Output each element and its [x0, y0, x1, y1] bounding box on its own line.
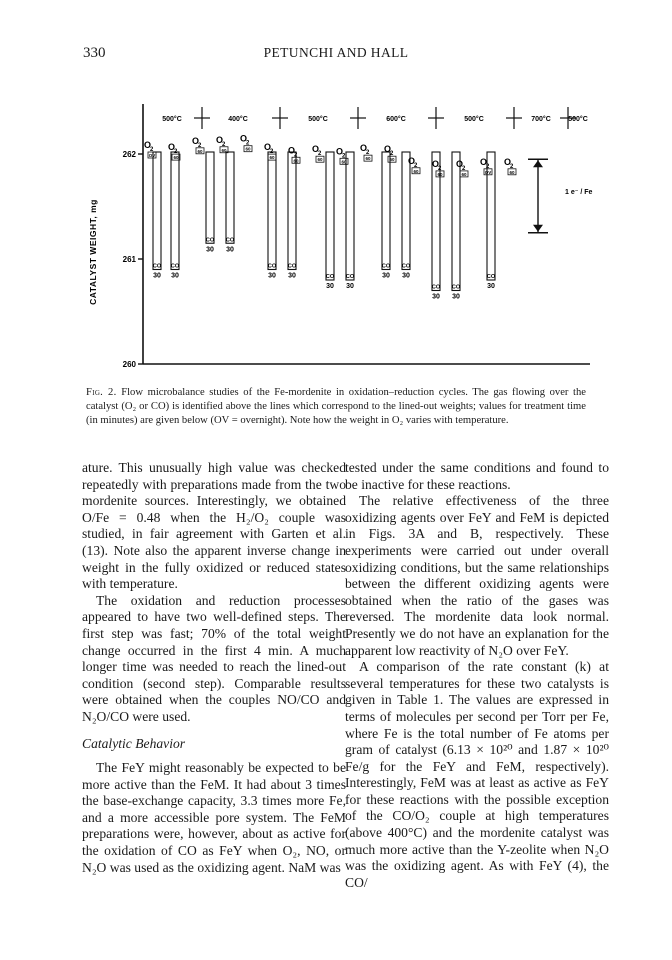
time-label: 60 — [269, 155, 275, 161]
temperature-label: 700°C — [531, 116, 551, 123]
reduction-bar — [268, 152, 276, 270]
y-tick-label: 260 — [122, 360, 136, 369]
o2-label-sub: 2 — [342, 153, 346, 160]
co-label: CO — [451, 284, 461, 291]
time-label: 60 — [389, 157, 395, 163]
o2-label: O — [480, 156, 488, 167]
time-label: 30 — [346, 283, 354, 290]
column-right — [345, 460, 609, 891]
time-label: 30 — [326, 283, 334, 290]
y-axis-title: CATALYST WEIGHT, mg — [88, 199, 98, 305]
running-title: PETUNCHI AND HALL — [263, 45, 409, 60]
paragraph: The relative effectiveness of the three oxidizing agents over FeY and FeM is depicted in Figs. 3A and B, respectively. These experiments were carried out under overall oxidizing conditions, but the same relationships between the different oxidizing agents were obtained when the ratio of the gases was reversed. The mordenite data look normal. Presently we do not have an explanation for the apparent low reactivity of N₂O over FeY. — [345, 493, 609, 658]
o2-label-sub: 2 — [174, 149, 178, 156]
o2-label: O — [408, 155, 416, 166]
time-label: 60 — [437, 171, 443, 177]
paragraph: The oxidation and reduction processes appeared to have two well-defined steps. The first step was fast; 70% of the total weight change occurred in the first 4 min. A much longer time was needed to reach the lined-out condition (second step). Comparable results were obtained when the couples NO/CO and N₂O/CO were used. — [82, 592, 346, 724]
time-label: 60 — [197, 148, 203, 154]
o2-label: O — [216, 134, 224, 145]
o2-label-sub: 2 — [366, 150, 370, 157]
o2-label-sub: 2 — [510, 163, 514, 170]
time-label: 60 — [341, 159, 347, 165]
o2-label-sub: 2 — [486, 163, 490, 170]
co-label: CO — [152, 263, 162, 270]
o2-label: O — [360, 143, 368, 154]
y-tick-label: 262 — [122, 150, 136, 159]
time-label: 60 — [365, 156, 371, 162]
temperature-label: 500°C — [162, 116, 182, 123]
paragraph: The FeY might reasonably be expected to be more active than the FeM. It had about 3 times the base-exchange capacity, 3.3 times more Fe, and a more accessible pore system. The FeM preparations were, however, about as active for the oxidation of CO as FeY when O₂, NO, or N₂O was used as the oxidizing agent. NaM was — [82, 760, 346, 875]
o2-label: O — [336, 146, 344, 157]
time-label: 30 — [288, 272, 296, 280]
o2-label-sub: 2 — [318, 151, 322, 158]
o2-label-sub: 2 — [198, 142, 202, 149]
figure-caption — [86, 386, 586, 428]
page-number: 330 — [83, 45, 106, 61]
co-label: CO — [225, 237, 235, 244]
temperature-label: 500°C — [308, 116, 328, 123]
reduction-bar — [206, 152, 214, 243]
temperature-label: 400°C — [228, 116, 248, 123]
temperature-label: 500°C — [464, 116, 484, 123]
time-label: 60 — [293, 158, 299, 164]
time-label: 30 — [171, 272, 179, 280]
time-label: 30 — [382, 272, 390, 280]
o2-label-sub: 2 — [414, 162, 418, 169]
time-label: 30 — [487, 283, 495, 290]
o2-label-sub: 2 — [270, 149, 274, 156]
o2-label: O — [168, 142, 176, 153]
o2-label: O — [288, 145, 296, 156]
paragraph: tested under the same conditions and found to be inactive for these reactions. — [345, 460, 609, 492]
time-label: 30 — [153, 272, 161, 280]
reduction-bar — [171, 152, 179, 270]
o2-label-sub: 2 — [294, 152, 298, 159]
time-label: 60 — [413, 168, 419, 174]
time-label: 60 — [245, 146, 251, 152]
paragraph: A comparison of the rate constant (k) at several temperatures for these two catalysts is given in Table 1. The values are expressed in terms of molecules per second per Torr per Fe, where Fe is the total number of Fe atoms per gram of catalyst (6.13 × 10²⁰ and 1.87 × 10²⁰ Fe/g for the FeY and FeM, respectively). Interestingly, FeM was at least as active as FeY for these reactions with the possible exception of the CO/O₂ couple at high temperatures (above 400°C) and the mordenite catalyst was much more active than the Y-zeolite when N₂O was the oxidizing agent. As with FeY (4), the CO/ — [345, 659, 609, 890]
o2-label: O — [384, 144, 392, 155]
o2-label-sub: 2 — [246, 140, 250, 147]
reduction-bar — [452, 152, 460, 291]
reduction-bar — [346, 152, 354, 280]
co-label: CO — [287, 263, 297, 270]
co-label: CO — [381, 263, 391, 270]
reduction-bar — [326, 152, 334, 280]
reduction-bar — [382, 152, 390, 270]
time-label: OV — [148, 153, 156, 158]
o2-label: O — [504, 156, 512, 167]
time-label: 30 — [268, 272, 276, 280]
time-label: 60 — [317, 157, 323, 163]
caption-text: Flow microbalance studies of the Fe-mordenite in oxidation–reduction cycles. The gas flowing over the catalyst (O₂ or CO) is identified above the lines which correspond to the lined-out weights; values for treatment time (in minutes) are given below (OV = overnight). Note how the weight in O₂ varies with temperature. — [86, 387, 586, 426]
o2-label-sub: 2 — [390, 151, 394, 158]
temperature-label: 600°C — [386, 116, 406, 123]
co-label: CO — [325, 274, 335, 280]
o2-label: O — [240, 133, 248, 144]
co-label: CO — [267, 263, 277, 270]
scale-arrow — [533, 225, 543, 232]
reduction-bar — [153, 152, 161, 270]
co-label: CO — [345, 274, 355, 280]
o2-label-sub: 2 — [462, 165, 466, 172]
scale-arrow — [533, 160, 543, 167]
time-label: 30 — [432, 293, 440, 301]
reduction-bar — [226, 152, 234, 243]
page-header — [0, 45, 672, 65]
o2-label-sub: 2 — [150, 147, 154, 153]
time-label: 60 — [173, 155, 179, 161]
time-label: 30 — [402, 272, 410, 280]
figure-2-chart — [80, 92, 610, 384]
o2-label-sub: 2 — [438, 165, 442, 172]
co-label: CO — [431, 284, 441, 291]
paragraph: ature. This unusually high value was checked repeatedly with preparations made from the two mordenite sources. Interestingly, we obtained O/Fe = 0.48 when the H₂/O₂ couple was studied, in fair agreement with Garten et al. (13). Note also the apparent inverse change in weight in the fully oxidized or reduced states with temperature. — [82, 460, 346, 592]
time-label: 30 — [452, 293, 460, 301]
reduction-bar — [402, 152, 410, 270]
temperature-label: 500°C — [568, 116, 588, 123]
time-label: 60 — [221, 147, 227, 153]
co-label: CO — [205, 237, 215, 244]
o2-label: O — [144, 140, 152, 150]
o2-label-sub: 2 — [222, 141, 226, 148]
o2-label: O — [456, 158, 464, 169]
time-label: 30 — [226, 246, 234, 254]
column-left — [82, 460, 346, 876]
time-label: 60 — [509, 169, 515, 175]
section-heading: Catalytic Behavior — [82, 735, 186, 751]
o2-label: O — [312, 144, 320, 155]
scale-label: 1 e⁻ / Fe — [565, 189, 593, 196]
reduction-bar — [288, 152, 296, 270]
o2-label: O — [432, 158, 440, 169]
time-label: OV — [484, 169, 492, 175]
o2-label: O — [192, 135, 200, 146]
y-tick-label: 261 — [122, 255, 136, 264]
co-label: CO — [401, 263, 411, 270]
caption-label: Fig. 2. — [86, 387, 117, 398]
co-label: CO — [170, 263, 180, 270]
o2-label: O — [264, 142, 272, 153]
figure-2 — [80, 92, 610, 384]
time-label: 30 — [206, 246, 214, 254]
co-label: CO — [486, 274, 496, 280]
time-label: 60 — [461, 171, 467, 177]
